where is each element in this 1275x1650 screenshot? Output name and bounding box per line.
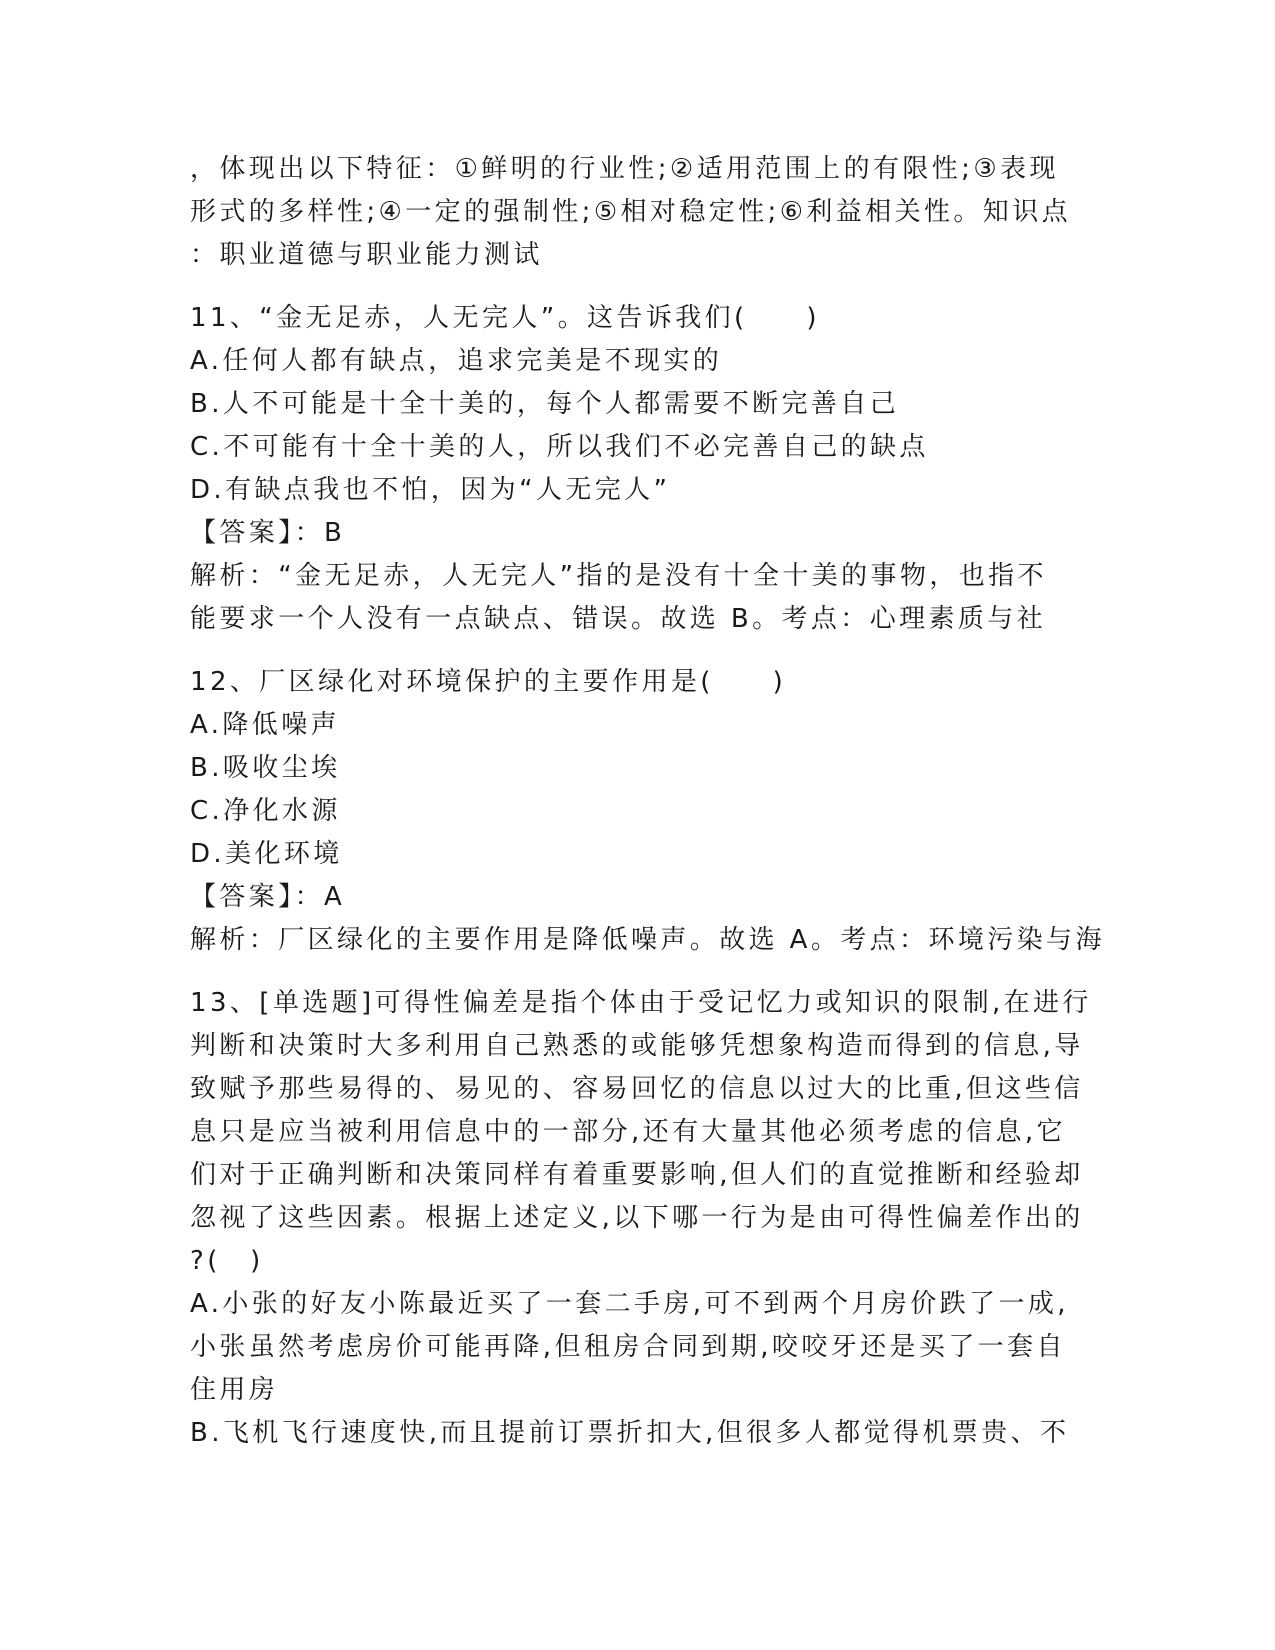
- question-stem: 忽视了这些因素。根据上述定义,以下哪一行为是由可得性偏差作出的: [190, 1203, 1084, 1233]
- option-d: D.有缺点我也不怕，因为“人无完人”: [190, 475, 671, 505]
- option-c: C.不可能有十全十美的人，所以我们不必完善自己的缺点: [190, 432, 929, 462]
- answer: 【答案】：A: [190, 882, 346, 912]
- option-a: 小张虽然考虑房价可能再降,但租房合同到期,咬咬牙还是买了一套自: [190, 1332, 1066, 1362]
- text-line: ，体现出以下特征：①鲜明的行业性;②适用范围上的有限性;③表现: [190, 154, 1059, 184]
- option-c: C.净化水源: [190, 796, 341, 826]
- explanation-line: 解析：厂区绿化的主要作用是降低噪声。故选 A。考点：环境污染与海: [190, 925, 1105, 955]
- question-stem: 13、[单选题]可得性偏差是指个体由于受记忆力或知识的限制,在进行: [190, 988, 1092, 1018]
- paragraph-gap: [190, 962, 1090, 982]
- explanation-line: 解析：“金无足赤，人无完人”指的是没有十全十美的事物，也指不: [190, 561, 1047, 591]
- question-stem: 11、“金无足赤，人无完人”。这告诉我们( ): [190, 303, 820, 333]
- question-stem: 判断和决策时大多利用自己熟悉的或能够凭想象构造而得到的信息,导: [190, 1031, 1084, 1061]
- text-line: ：职业道德与职业能力测试: [190, 240, 543, 270]
- option-a: A.降低噪声: [190, 710, 340, 740]
- option-d: D.美化环境: [190, 839, 343, 869]
- page-content: [190, 148, 1105, 1455]
- question-stem: ?( ): [190, 1246, 264, 1276]
- question-stem: 12、厂区绿化对环境保护的主要作用是( ): [190, 667, 787, 697]
- paragraph-gap: [190, 641, 1090, 661]
- intro-paragraph: [190, 148, 1090, 277]
- paragraph-gap: [190, 277, 1090, 297]
- option-a: A.任何人都有缺点，追求完美是不现实的: [190, 346, 723, 376]
- option-b: B.吸收尘埃: [190, 753, 341, 783]
- question-stem: 息只是应当被利用信息中的一部分,还有大量其他必须考虑的信息,它: [190, 1117, 1066, 1147]
- text-line: 形式的多样性;④一定的强制性;⑤相对稳定性;⑥利益相关性。知识点: [190, 197, 1072, 227]
- explanation-line: 能要求一个人没有一点缺点、错误。故选 B。考点：心理素质与社: [190, 604, 1047, 634]
- question-11: [190, 297, 1090, 641]
- question-12: [190, 661, 1105, 962]
- answer: 【答案】：B: [190, 518, 346, 548]
- option-b: B.人不可能是十全十美的，每个人都需要不断完善自己: [190, 389, 900, 419]
- option-a: A.小张的好友小陈最近买了一套二手房,可不到两个月房价跌了一成,: [190, 1289, 1069, 1319]
- option-a: 住用房: [190, 1375, 279, 1405]
- question-stem: 致赋予那些易得的、易见的、容易回忆的信息以过大的比重,但这些信: [190, 1074, 1084, 1104]
- question-13: [190, 982, 1090, 1455]
- question-stem: 们对于正确判断和决策同样有着重要影响,但人们的直觉推断和经验却: [190, 1160, 1084, 1190]
- option-b: B.飞机飞行速度快,而且提前订票折扣大,但很多人都觉得机票贵、不: [190, 1418, 1070, 1448]
